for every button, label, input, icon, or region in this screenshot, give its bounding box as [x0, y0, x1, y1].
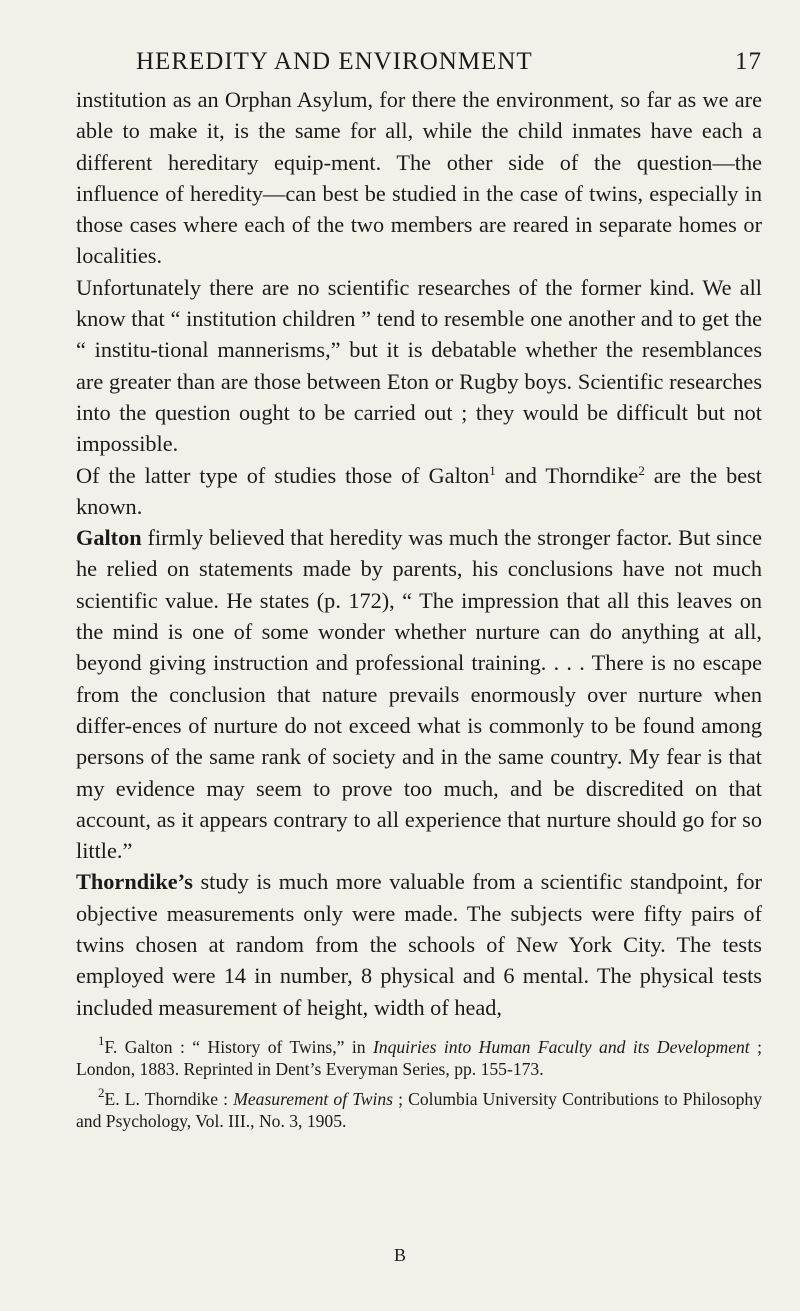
- paragraph-4-text: firmly believed that heredity was much the stronger factor. But since he relied on statements made by parents, his conclusions have not much scientific value. He states (p. 172), “ The impression that all this leaves on the mind is one of some wonder whether nurture can do anything at all, beyond giving instruction and professional training. . . . There is no escape from the conclusion that nature prevails enormously over nurture when differ-ences of nurture do not exceed what is commonly to be found among persons of the same rank of society and in the same country. My fear is that my evidence may seem to prove too much, and be discredited on that account, as it appears contrary to all experience that nurture should go for so little.”: [76, 525, 762, 864]
- paragraph-3-text-b: and Thorndike: [495, 462, 639, 488]
- paragraph-5-text: study is much more valuable from a scientific standpoint, for objective measurements only were made. The subjects were fifty pairs of twins chosen at random from the schools of New York City. The tests employed were 14 in number, 8 physical and 6 mental. The physical tests included measurement of height, width of head,: [76, 869, 762, 1020]
- body-text: [76, 84, 762, 1023]
- footnote-ref-2: 2: [638, 462, 645, 478]
- paragraph-1: institution as an Orphan Asylum, for there the environment, so far as we are able to make it, is the same for all, while the child inmates have each a different hereditary equip-ment. The other side of the question—the influence of heredity—can best be studied in the case of twins, especially in those cases where each of the two members are reared in separate homes or localities.: [76, 87, 762, 269]
- paragraph-2: Unfortunately there are no scientific researches of the former kind. We all know that “ institution children ” tend to resemble one another and to get the “ institu-tional mannerisms,” but it is debatable whether the resemblances are greater than are those between Eton or Rugby boys. Scientific researches into the question ought to be carried out ; they would be difficult but not impossible.: [76, 274, 762, 457]
- footnote-2-text-a: E. L. Thorndike :: [104, 1089, 234, 1109]
- paragraph-3-text-a: Of the latter type of studies those of Galton: [76, 462, 490, 488]
- footnote-ref-1: 1: [489, 462, 496, 478]
- footnotes: [76, 1033, 762, 1140]
- footnote-2: [76, 1085, 762, 1132]
- paragraph-5: [76, 866, 762, 1022]
- paragraph-4-lead: Galton: [76, 525, 142, 551]
- paragraph-3-text-c: are the best known.: [76, 462, 762, 519]
- signature-mark: B: [393, 1245, 406, 1265]
- footnote-2-text-b: ; Columbia University Contributions to Philosophy and Psychology, Vol. III., No. 3, 1905.: [76, 1089, 762, 1131]
- footnote-1-text-a: F. Galton : “ History of Twins,” in: [104, 1037, 373, 1057]
- footnote-1-text-b: ; London, 1883. Reprinted in Dent’s Everyman Series, pp. 155-173.: [76, 1037, 762, 1079]
- footnote-1-mark: 1: [98, 1033, 105, 1048]
- paragraph-5-lead: Thorndike’s: [76, 869, 193, 895]
- paragraph-4: [76, 522, 762, 866]
- footnote-1: [76, 1033, 762, 1080]
- footnote-1-title: Inquiries into Human Faculty and its Development: [372, 1037, 750, 1057]
- running-head: [76, 48, 762, 82]
- page-number: 17: [735, 48, 762, 75]
- footnote-2-title: Measurement of Twins: [233, 1089, 393, 1109]
- running-title: HEREDITY AND ENVIRONMENT: [136, 48, 533, 75]
- paragraph-3: [76, 460, 762, 523]
- footnote-2-mark: 2: [98, 1085, 105, 1100]
